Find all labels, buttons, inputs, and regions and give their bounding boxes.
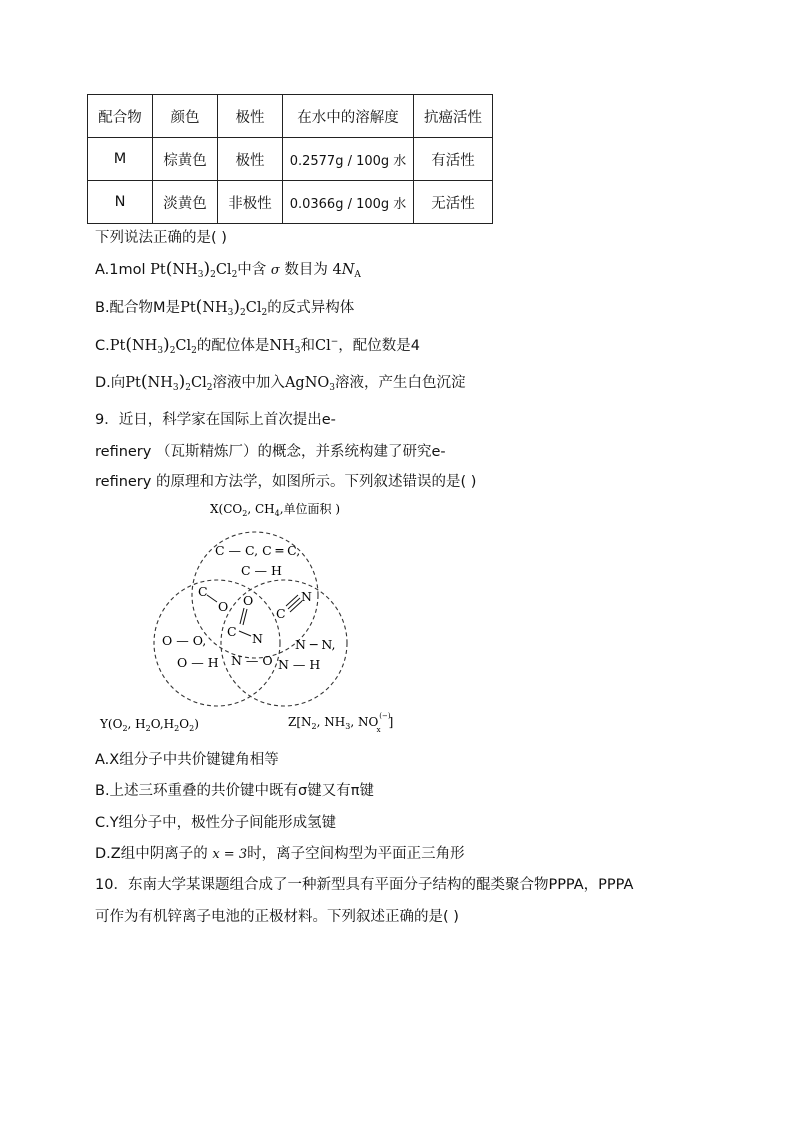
q8-option-b — [95, 296, 354, 318]
avogadro-subscript: A — [354, 270, 361, 280]
bond-line — [290, 601, 302, 612]
formula-pt-nh3-cl2: $Pt(NH_3)_2Cl_2$ — [109, 335, 197, 356]
q8-option-c — [95, 334, 420, 356]
z-group-label: $Z[N_2$, $NH_3$, NO(−) x] — [288, 712, 394, 734]
q9-option-c: C.Y组分子中，极性分子间能形成氢键 — [95, 815, 337, 831]
q9-option-a: A.X组分子中共价键键角相等 — [95, 752, 279, 768]
bond-line — [239, 631, 251, 636]
table-header-row — [88, 95, 493, 138]
y-group-label: $Y(O_2$, $H_2O,H_2O_2$) — [100, 717, 199, 733]
table-cell: 0.2577g / 100g 水 — [283, 138, 414, 181]
q10-line-1: 10．东南大学某课题组合成了一种新型具有平面分子结构的醌类聚合物PPPA，PPPA — [95, 877, 634, 893]
atom-label: C — [227, 624, 237, 639]
table-cell: 无活性 — [414, 181, 493, 224]
bond-label: N — O — [231, 653, 273, 668]
complex-properties-table — [87, 94, 493, 224]
q9-option-d — [95, 842, 465, 863]
q9-option-b: B.上述三环重叠的共价键中既有σ键又有π键 — [95, 783, 374, 799]
atom-label: N — [252, 631, 263, 646]
q9-line-1: 9．近日，科学家在国际上首次提出e- — [95, 412, 336, 428]
bond-line — [207, 595, 217, 602]
q8-c-prefix: C. — [95, 338, 110, 354]
q8-option-d: D.向$Pt(NH_3)_2Cl_2$溶液中加入AgNO$_3$溶液，产生白色沉淀 — [95, 372, 466, 393]
table-cell: 淡黄色 — [153, 181, 218, 224]
formula-pt-nh3-cl2: $Pt(NH_3)_2Cl_2$ — [180, 297, 268, 318]
bond-line — [286, 595, 298, 606]
venn-diagram — [90, 495, 450, 740]
formula-agno3: AgNO — [284, 375, 330, 391]
formula-pt-nh3-cl2: $Pt(NH_3)_2Cl_2$ — [125, 372, 213, 393]
sigma-symbol: σ — [270, 263, 280, 278]
bond-label: N — H — [278, 657, 321, 672]
q9-d-suffix: 时，离子空间构型为平面正三角形 — [247, 846, 465, 862]
table-cell: M — [88, 138, 153, 181]
q8-a-num: 4 — [332, 262, 342, 278]
formula-pt-nh3-cl2: $Pt(NH_3)_2Cl_2$ — [150, 259, 238, 280]
bond-label: C — C, C ═ C, — [215, 543, 301, 558]
q8-c-suffix: ，配位数是4 — [338, 338, 420, 354]
q9-d-prefix: D.Z组中阴离子的 — [95, 846, 208, 862]
atom-label: C — [198, 584, 208, 599]
formula-nh3: $NH_3$ — [269, 338, 301, 356]
bond-label: O — O, — [162, 633, 207, 648]
bond-label: O — H — [177, 655, 219, 670]
avogadro-symbol: N — [341, 262, 355, 278]
table-cell: 极性 — [218, 138, 283, 181]
q9-line-3: refinery 的原理和方法学，如图所示。下列叙述错误的是( ) — [95, 474, 477, 490]
q8-b-prefix: B.配合物M是 — [95, 300, 181, 316]
q8-c-mid: 的配位体是 — [196, 338, 270, 354]
q9-line-2: refinery （瓦斯精炼厂）的概念，并系统构建了研究e- — [95, 444, 446, 460]
table-header-cell: 极性 — [218, 95, 283, 138]
q8-a-suffix: 数目为 — [284, 262, 328, 278]
bond-label: C — H — [241, 563, 282, 578]
bond-label: N ─ N, — [295, 637, 336, 652]
table-cell: 非极性 — [218, 181, 283, 224]
x-group-label: $X(CO_2$, $CH_4$,单位面积 ) — [210, 502, 341, 518]
table-header-cell: 配合物 — [88, 95, 153, 138]
q8-b-suffix: 的反式异构体 — [267, 300, 355, 316]
atom-label: N — [301, 589, 312, 604]
q8-d-suffix: 溶液，产生白色沉淀 — [335, 375, 466, 391]
q8-a-prefix: A.1mol — [95, 262, 146, 278]
q8-d-mid: 溶液中加入 — [212, 375, 285, 391]
atom-label: C — [276, 606, 286, 621]
q8-a-mid: 中含 — [237, 262, 267, 278]
q8-option-a — [95, 258, 361, 280]
q8-stem: 下列说法正确的是( ) — [95, 230, 227, 246]
atom-label: O — [243, 593, 254, 608]
table-header-cell: 颜色 — [153, 95, 218, 138]
q8-c-and: 和 — [300, 338, 315, 354]
bond-line — [288, 598, 300, 609]
table-cell: 有活性 — [414, 138, 493, 181]
table-row — [88, 181, 493, 224]
table-cell: 棕黄色 — [153, 138, 218, 181]
table-row — [88, 138, 493, 181]
table-cell: N — [88, 181, 153, 224]
table-header-cell: 抗癌活性 — [414, 95, 493, 138]
table-header-cell: 在水中的溶解度 — [283, 95, 414, 138]
q8-d-prefix: D.向 — [95, 375, 126, 391]
chloride-symbol: Cl — [314, 338, 331, 354]
table-cell: 0.0366g / 100g 水 — [283, 181, 414, 224]
atom-label: O — [218, 599, 229, 614]
q10-line-2: 可作为有机锌离子电池的正极材料。下列叙述正确的是( ) — [95, 909, 459, 925]
q9-d-equation: x = 3 — [212, 847, 248, 862]
chloride-charge: − — [330, 337, 339, 347]
